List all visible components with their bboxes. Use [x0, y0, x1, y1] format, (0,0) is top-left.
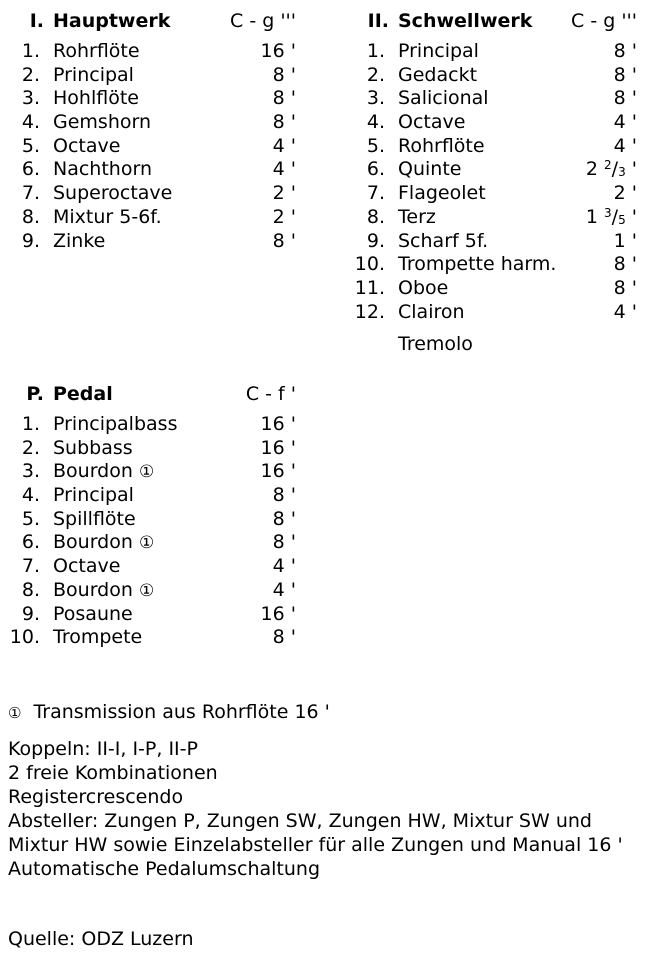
stop-pitch: 2 ' — [272, 205, 296, 228]
stop-number: 7. — [366, 182, 385, 205]
stop-name-cell — [398, 230, 488, 254]
stop-row — [0, 111, 300, 135]
stop-name: Octave — [398, 111, 466, 134]
stop-row — [0, 603, 300, 627]
stop-row — [0, 182, 300, 206]
stop-row — [345, 230, 645, 254]
stop-list — [345, 40, 645, 324]
stop-name: Trompette harm. — [398, 253, 557, 276]
stop-name-cell — [398, 206, 436, 230]
stop-row — [345, 64, 645, 88]
stop-number: 5. — [21, 134, 40, 157]
stop-name-cell — [53, 158, 152, 182]
stop-name-cell — [53, 437, 133, 461]
stop-pitch: 4 ' — [272, 158, 296, 181]
stop-name: Bourdon — [53, 531, 133, 554]
transmission-mark-icon: ① — [138, 462, 155, 483]
stop-name: Hohlflöte — [53, 87, 139, 110]
stop-number: 1. — [366, 40, 385, 62]
stop-name-cell — [398, 40, 479, 64]
stop-name-cell — [398, 135, 485, 159]
stop-number: 3. — [366, 87, 385, 110]
stop-name: Flageolet — [398, 182, 486, 205]
stop-name: Bourdon — [53, 578, 133, 601]
stop-name: Gedackt — [398, 63, 478, 86]
stop-name: Quinte — [398, 158, 462, 181]
stop-pitch: 4 ' — [272, 555, 296, 578]
stop-number: 2. — [21, 436, 40, 459]
stop-name-cell — [53, 182, 172, 206]
stop-pitch: 4 ' — [613, 300, 637, 323]
stop-name: Octave — [53, 134, 121, 157]
stop-number: 7. — [21, 555, 40, 578]
stop-row — [0, 413, 300, 437]
stop-row — [0, 579, 300, 603]
stop-name-cell — [53, 111, 151, 135]
pitch-numerator: 3 — [604, 205, 612, 220]
division-hauptwerk — [0, 10, 300, 253]
stop-name: Mixtur 5-6f. — [53, 205, 162, 228]
stop-number: 3. — [21, 87, 40, 110]
stop-number: 4. — [21, 111, 40, 134]
division-numeral: II. — [367, 10, 389, 32]
stop-name-cell — [53, 230, 105, 254]
stop-row — [0, 508, 300, 532]
stop-number: 5. — [366, 134, 385, 157]
stop-pitch: 8 ' — [613, 63, 637, 86]
footnote-text: Transmission aus Rohrflöte 16 ' — [33, 701, 330, 723]
stop-pitch: 2 $^2/_3$ ' — [585, 158, 637, 181]
stop-name: Salicional — [398, 87, 489, 110]
stop-row — [345, 182, 645, 206]
stop-number: 6. — [21, 531, 40, 554]
stop-pitch: 8 ' — [613, 253, 637, 276]
pitch-denominator: 5 — [618, 212, 626, 227]
stop-row — [0, 531, 300, 555]
division-header — [345, 10, 645, 34]
stop-name-cell — [53, 64, 134, 88]
stop-row — [0, 460, 300, 484]
pitch-whole: 1 — [585, 205, 598, 228]
division-compass: C - g ''' — [571, 10, 637, 32]
pitch-foot: ' — [631, 158, 637, 181]
transmission-mark-icon: ① — [8, 704, 22, 722]
stop-name-cell — [398, 87, 489, 111]
stop-number: 7. — [21, 182, 40, 205]
division-numeral: I. — [29, 10, 44, 32]
division-pedal — [0, 383, 300, 650]
stop-number: 8. — [21, 205, 40, 228]
stop-row — [345, 87, 645, 111]
stop-row — [345, 206, 645, 230]
stop-pitch: 8 ' — [272, 626, 296, 649]
stop-number: 9. — [21, 229, 40, 252]
stop-name-cell — [398, 277, 448, 301]
stop-name-cell — [53, 531, 154, 556]
stop-name: Spillflöte — [53, 507, 136, 530]
stop-name: Rohrflöte — [398, 134, 485, 157]
stop-row — [345, 277, 645, 301]
stop-row — [0, 158, 300, 182]
division-schwellwerk — [345, 10, 645, 355]
stop-pitch: 8 ' — [613, 40, 637, 62]
stop-name-cell — [53, 135, 120, 159]
stop-name-cell — [398, 158, 461, 182]
stop-number: 5. — [21, 507, 40, 530]
stop-number: 8. — [21, 578, 40, 601]
note-line: Mixtur HW sowie Einzelabsteller für alle Zungen und Manual 16 ' — [8, 834, 623, 856]
stop-row — [0, 40, 300, 64]
note-line: Koppeln: II-I, I-P, II-P — [8, 738, 198, 760]
stop-name: Principal — [398, 40, 479, 62]
stop-row — [345, 301, 645, 325]
stop-name: Nachthorn — [53, 158, 152, 181]
stop-row — [0, 626, 300, 650]
stop-row — [0, 437, 300, 461]
stop-row — [0, 484, 300, 508]
stop-number: 12. — [354, 300, 385, 323]
stop-name-cell — [53, 603, 133, 627]
stop-pitch: 8 ' — [272, 484, 296, 507]
stop-number: 3. — [21, 460, 40, 483]
stop-name-cell — [398, 182, 486, 206]
stop-name-cell — [398, 301, 465, 325]
stop-name-cell — [53, 40, 140, 64]
division-title: Hauptwerk — [53, 10, 171, 32]
stop-pitch: 8 ' — [272, 111, 296, 134]
stop-number: 11. — [354, 276, 385, 299]
stop-pitch: 16 ' — [260, 602, 296, 625]
stop-name-cell — [53, 508, 136, 532]
stop-name: Subbass — [53, 436, 133, 459]
stop-name: Posaune — [53, 602, 133, 625]
stop-row — [345, 158, 645, 182]
stop-name: Principalbass — [53, 413, 178, 435]
stop-pitch: 2 ' — [613, 182, 637, 205]
stop-pitch: 8 ' — [613, 87, 637, 110]
stop-number: 10. — [354, 253, 385, 276]
stop-name-cell — [53, 460, 154, 485]
note-line: Automatische Pedalumschaltung — [8, 858, 321, 880]
stop-name: Superoctave — [53, 182, 173, 205]
stop-number: 10. — [9, 626, 40, 649]
stop-name: Trompete — [53, 626, 143, 649]
stop-name-cell — [398, 64, 477, 88]
stop-number: 8. — [366, 205, 385, 228]
pitch-foot: ' — [631, 205, 637, 228]
stop-name: Terz — [398, 205, 436, 228]
transmission-mark-icon: ① — [138, 580, 155, 601]
pitch-denominator: 3 — [618, 165, 626, 180]
stop-row — [0, 206, 300, 230]
stop-name: Zinke — [53, 229, 106, 252]
stop-name-cell — [53, 484, 134, 508]
stop-list — [0, 413, 300, 650]
stop-pitch: 8 ' — [272, 63, 296, 86]
stop-name: Bourdon — [53, 460, 133, 483]
stop-name-cell — [398, 111, 465, 135]
stop-name: Rohrflöte — [53, 40, 140, 62]
tremolo-label: Tremolo — [398, 333, 473, 355]
pitch-whole: 2 — [585, 158, 598, 181]
stop-name: Clairon — [398, 300, 465, 323]
stop-row — [345, 135, 645, 159]
division-compass: C - g ''' — [230, 10, 296, 32]
stop-pitch: 1 $^3/_5$ ' — [585, 205, 637, 228]
stop-number: 6. — [21, 158, 40, 181]
stop-number: 4. — [21, 484, 40, 507]
stop-pitch: 1 ' — [613, 229, 637, 252]
stop-row — [345, 40, 645, 64]
division-compass: C - f ' — [245, 383, 296, 405]
stop-name-cell — [53, 87, 139, 111]
stop-pitch: 8 ' — [272, 531, 296, 554]
stop-row — [0, 64, 300, 88]
stop-name-cell — [53, 579, 154, 604]
stop-number: 2. — [366, 63, 385, 86]
division-title: Pedal — [53, 383, 113, 405]
stop-number: 9. — [21, 602, 40, 625]
stop-row — [0, 87, 300, 111]
stop-row — [345, 253, 645, 277]
stop-name-cell — [53, 206, 162, 230]
stop-name: Octave — [53, 555, 121, 578]
stop-pitch: 4 ' — [613, 111, 637, 134]
stop-pitch: 16 ' — [260, 436, 296, 459]
stop-name: Gemshorn — [53, 111, 152, 134]
division-numeral: P. — [26, 383, 44, 405]
stop-number: 6. — [366, 158, 385, 181]
stop-row — [345, 111, 645, 135]
transmission-mark-icon: ① — [138, 533, 155, 554]
division-header — [0, 383, 300, 407]
stop-list — [0, 40, 300, 253]
stop-row — [0, 135, 300, 159]
stop-name: Scharf 5f. — [398, 229, 489, 252]
stop-name: Principal — [53, 63, 134, 86]
stop-row — [0, 555, 300, 579]
stop-number: 9. — [366, 229, 385, 252]
accessories-notes — [8, 737, 648, 881]
source-credit: Quelle: ODZ Luzern — [8, 928, 194, 950]
stop-pitch: 4 ' — [272, 578, 296, 601]
stop-pitch: 16 ' — [260, 40, 296, 62]
stop-pitch: 8 ' — [613, 276, 637, 299]
stop-pitch: 16 ' — [260, 460, 296, 483]
stop-pitch: 8 ' — [272, 87, 296, 110]
division-title: Schwellwerk — [398, 10, 533, 32]
stop-pitch: 4 ' — [272, 134, 296, 157]
stop-name-cell — [53, 413, 177, 437]
stop-number: 1. — [21, 40, 40, 62]
note-line: 2 freie Kombinationen — [8, 762, 218, 784]
stop-pitch: 4 ' — [613, 134, 637, 157]
stop-number: 1. — [21, 413, 40, 435]
stop-pitch: 8 ' — [272, 507, 296, 530]
division-header — [0, 10, 300, 34]
stop-number: 2. — [21, 63, 40, 86]
stop-name: Oboe — [398, 276, 449, 299]
stop-pitch: 8 ' — [272, 229, 296, 252]
footnote — [8, 701, 330, 723]
stop-name-cell — [398, 253, 556, 277]
stop-name-cell — [53, 626, 142, 650]
stop-pitch: 16 ' — [260, 413, 296, 435]
stop-name-cell — [53, 555, 120, 579]
pitch-numerator: 2 — [604, 158, 612, 173]
note-line: Absteller: Zungen P, Zungen SW, Zungen HW, Mixtur SW und — [8, 810, 592, 832]
note-line: Registercrescendo — [8, 786, 184, 808]
stop-name: Principal — [53, 484, 134, 507]
stop-number: 4. — [366, 111, 385, 134]
stop-pitch: 2 ' — [272, 182, 296, 205]
stop-row — [0, 230, 300, 254]
